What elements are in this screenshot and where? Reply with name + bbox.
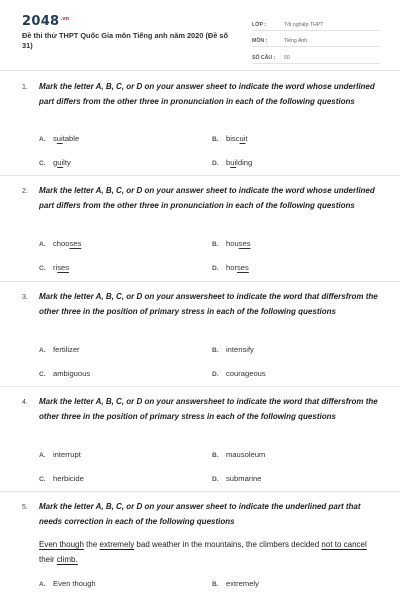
option-b[interactable] — [212, 579, 259, 588]
option-text: t — [245, 134, 248, 143]
option-text: lding — [236, 158, 253, 167]
option-letter: A. — [39, 347, 46, 354]
meta-row-subject — [252, 31, 380, 48]
question-2 — [0, 176, 400, 282]
meta-key-subject: MÔN : — [252, 38, 268, 44]
option-b[interactable] — [212, 345, 254, 354]
option-text: submarine — [226, 474, 262, 483]
option-letter: C. — [39, 476, 46, 483]
option-text: bisc — [226, 134, 240, 143]
option-text: herbicide — [53, 474, 84, 483]
option-underlined: ui — [230, 158, 237, 167]
option-letter: A. — [39, 452, 46, 459]
question-number: 3. — [22, 294, 28, 301]
sentence-text: the — [83, 540, 100, 549]
option-text: fertilizer — [53, 345, 80, 354]
option-letter: B. — [212, 241, 219, 248]
option-underlined: ui — [239, 134, 246, 143]
option-text: table — [62, 134, 80, 143]
meta-key-question-count: SỐ CÂU : — [252, 54, 276, 61]
option-underlined: ses — [236, 263, 249, 272]
underlined-part-d: climb. — [56, 554, 78, 564]
question-number: 5. — [22, 504, 28, 511]
option-text: ambiguous — [53, 369, 91, 378]
option-text: Even though — [53, 579, 96, 588]
underlined-part-a: Even though — [39, 540, 84, 549]
question-instruction: Mark the letter A, B, C, or D on your answersheet to indicate the word that differsfrom the other three in the position of primary stress in each of the following questions — [39, 397, 378, 421]
option-text: choo — [53, 239, 70, 248]
question-list — [0, 70, 400, 588]
option-letter: C. — [39, 160, 46, 167]
question-instruction: Mark the letter A, B, C, or D on your answersheet to indicate the word that differsfrom the other three in the position of primary stress in each of the following questions — [39, 292, 378, 316]
meta-row-class — [252, 14, 380, 31]
question-5 — [0, 492, 400, 600]
option-b[interactable] — [212, 134, 248, 143]
meta-value-class: Tốt nghiệp THPT — [284, 21, 324, 28]
option-a[interactable] — [39, 134, 79, 143]
option-letter: D. — [212, 371, 219, 378]
exam-meta — [252, 14, 380, 64]
sentence-text: their — [39, 554, 57, 564]
meta-key-class: LỚP : — [252, 21, 267, 28]
option-letter: A. — [39, 136, 46, 143]
option-a[interactable] — [39, 345, 80, 354]
option-a[interactable] — [39, 239, 81, 248]
question-1 — [0, 71, 400, 176]
option-underlined: ses — [69, 239, 82, 248]
option-b[interactable] — [212, 450, 265, 459]
meta-row-question-count — [252, 47, 380, 64]
logo-suffix: .vn — [60, 15, 70, 22]
option-c[interactable] — [39, 474, 84, 483]
option-underlined: ui — [56, 134, 63, 143]
option-letter: B. — [212, 452, 219, 459]
option-letter: A. — [39, 581, 46, 588]
option-letter: C. — [39, 371, 46, 378]
option-letter: B. — [212, 347, 219, 354]
question-number: 2. — [22, 188, 28, 195]
option-letter: D. — [212, 476, 219, 483]
option-c[interactable] — [39, 369, 90, 378]
option-underlined: ses — [57, 263, 70, 272]
option-letter: B. — [212, 581, 219, 588]
option-text: hor — [226, 263, 237, 272]
option-letter: C. — [39, 265, 46, 272]
option-letter: B. — [212, 136, 219, 143]
site-logo[interactable] — [22, 14, 69, 29]
option-text: lty — [63, 158, 71, 167]
option-text: mausoleum — [226, 450, 266, 459]
option-d[interactable] — [212, 158, 252, 167]
option-letter: A. — [39, 241, 46, 248]
option-d[interactable] — [212, 263, 249, 272]
question-instruction: Mark the letter A, B, C, or D on your answer sheet to indicate the underlined part that needs correction in each of the following questions — [39, 502, 361, 526]
option-text: b — [226, 158, 231, 167]
underlined-part-c: not to cancel — [321, 540, 367, 549]
option-d[interactable] — [212, 369, 266, 378]
sentence-text: bad weather in the mountains, the climbers decided — [134, 540, 322, 549]
option-underlined: ses — [238, 239, 251, 248]
question-instruction: Mark the letter A, B, C, or D on your answer sheet to indicate the word whose underlined part differs from the other three in pronunciation in each of the following questions — [39, 186, 375, 210]
question-instruction: Mark the letter A, B, C, or D on your answer sheet to indicate the word whose underlined part differs from the other three in pronunciation in each of the following questions — [39, 82, 375, 106]
exam-header — [0, 0, 400, 72]
option-c[interactable] — [39, 158, 71, 167]
option-letter: D. — [212, 160, 219, 167]
question-3 — [0, 282, 400, 387]
option-underlined: ui — [57, 158, 64, 167]
option-text: courageous — [226, 369, 266, 378]
option-letter: D. — [212, 265, 219, 272]
option-text: intensify — [226, 345, 254, 354]
option-text: interrupt — [53, 450, 81, 459]
option-b[interactable] — [212, 239, 251, 248]
question-number: 1. — [22, 84, 28, 91]
option-c[interactable] — [39, 263, 69, 272]
underlined-part-b: extremely — [99, 540, 135, 549]
option-a[interactable] — [39, 579, 96, 588]
option-text: hou — [226, 239, 239, 248]
option-text: ri — [53, 263, 58, 272]
meta-value-subject: Tiếng Anh — [284, 38, 308, 44]
question-4 — [0, 387, 400, 492]
option-a[interactable] — [39, 450, 81, 459]
question-sentence — [39, 538, 379, 567]
option-text: extremely — [226, 579, 259, 588]
option-d[interactable] — [212, 474, 261, 483]
exam-title: Đề thi thử THPT Quốc Gia môn Tiếng anh năm 2020 (Đề số 31) — [22, 31, 229, 50]
option-text: s — [53, 134, 57, 143]
option-text: g — [53, 158, 58, 167]
meta-value-question-count: 50 — [284, 54, 290, 61]
logo-text: 2048 — [22, 14, 60, 29]
question-number: 4. — [22, 399, 28, 406]
